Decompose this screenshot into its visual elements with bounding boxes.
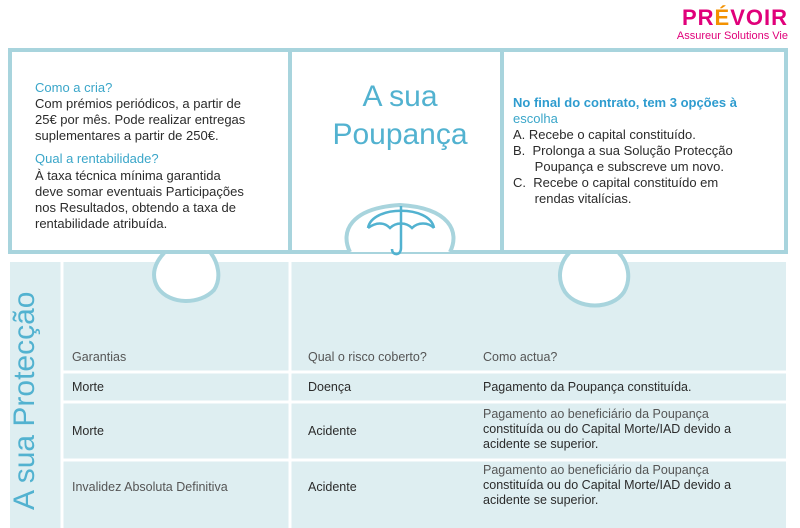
- brand-name: PRÉVOIR: [681, 5, 788, 30]
- brand-tagline: Assureur Solutions Vie: [676, 30, 788, 42]
- header-guarantees: Garantias: [72, 350, 127, 364]
- option-c: C. Recebe o capital constituído em rendas vitalícias.: [513, 175, 719, 206]
- options-heading-cont: escolha: [513, 111, 558, 126]
- table-row-guarantee: Morte: [72, 380, 104, 394]
- header-action: Como actua?: [483, 350, 558, 364]
- protection-title: A sua Protecção: [8, 291, 41, 510]
- table-row-risk: Doença: [308, 380, 352, 394]
- savings-title: A sua Poupança: [332, 80, 468, 151]
- table-row-action: Pagamento ao beneficiário da Poupança constituída ou do Capital Morte/IAD devido a acidente se superior.: [483, 463, 732, 507]
- option-a: A. Recebe o capital constituído.: [513, 127, 696, 142]
- header-risk: Qual o risco coberto?: [308, 350, 427, 364]
- table-row-risk: Acidente: [308, 424, 357, 438]
- question-how-create: Como a cria?: [35, 80, 113, 95]
- question-profitability: Qual a rentabilidade?: [35, 151, 159, 166]
- table-row-guarantee: Morte: [72, 424, 104, 438]
- table-row-guarantee: Invalidez Absoluta Definitiva: [72, 480, 228, 494]
- options-panel: [513, 95, 783, 207]
- table-row-action: Pagamento da Poupança constituída.: [483, 380, 692, 394]
- answer-profitability: À taxa técnica mínima garantida deve somar eventuais Participações nos Resultados, obtendo a taxa de rentabilidade atribuída.: [35, 168, 244, 231]
- table-row-action: Pagamento ao beneficiário da Poupança constituída ou do Capital Morte/IAD devido a acidente se superior.: [483, 407, 732, 451]
- table-row-risk: Acidente: [308, 480, 357, 494]
- options-heading: No final do contrato, tem 3 opções à: [513, 95, 737, 110]
- option-b: B. Prolonga a sua Solução Protecção Poupança e subscreve um novo.: [513, 143, 733, 174]
- answer-how-create: Com prémios periódicos, a partir de 25€ por mês. Pode realizar entregas suplementares a partir de 250€.: [35, 96, 246, 143]
